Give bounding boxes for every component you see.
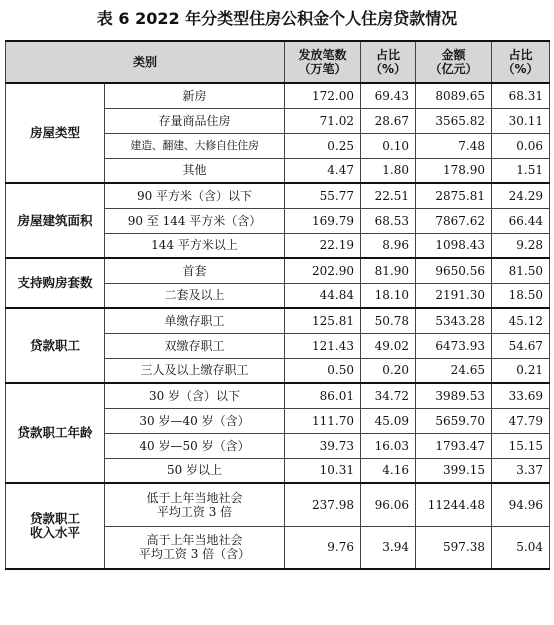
cell-amount-pct: 47.79 (492, 408, 550, 433)
table-title: 表 6 2022 年分类型住房公积金个人住房贷款情况 (96, 9, 458, 28)
cell-count-pct: 28.67 (361, 108, 416, 133)
cell-amount-pct: 30.11 (492, 108, 550, 133)
row-label: 40 岁—50 岁（含） (105, 433, 285, 458)
row-label: 新房 (105, 83, 285, 108)
cell-amount: 5659.70 (416, 408, 492, 433)
cell-amount: 7867.62 (416, 208, 492, 233)
cell-amount-pct: 94.96 (492, 483, 550, 526)
cell-count-pct: 18.10 (361, 283, 416, 308)
group-label: 房屋建筑面积 (6, 183, 105, 258)
cell-amount-pct: 45.12 (492, 308, 550, 333)
cell-amount: 24.65 (416, 358, 492, 383)
cell-amount: 9650.56 (416, 258, 492, 283)
table-row (6, 483, 550, 526)
row-label: 其他 (105, 158, 285, 183)
cell-count: 237.98 (285, 483, 361, 526)
cell-count: 0.50 (285, 358, 361, 383)
cell-amount: 6473.93 (416, 333, 492, 358)
cell-count: 55.77 (285, 183, 361, 208)
cell-amount-pct: 54.67 (492, 333, 550, 358)
cell-amount: 1793.47 (416, 433, 492, 458)
group-label: 贷款职工 收入水平 (6, 483, 105, 569)
cell-amount-pct: 3.37 (492, 458, 550, 483)
cell-amount-pct: 66.44 (492, 208, 550, 233)
cell-amount: 2875.81 (416, 183, 492, 208)
header-count-pct: 占比 （%） (361, 41, 416, 83)
row-label: 低于上年当地社会 平均工资 3 倍 (105, 483, 285, 526)
cell-amount: 1098.43 (416, 233, 492, 258)
row-label: 首套 (105, 258, 285, 283)
cell-amount: 597.38 (416, 526, 492, 569)
cell-count: 22.19 (285, 233, 361, 258)
cell-count-pct: 1.80 (361, 158, 416, 183)
table-row (6, 308, 550, 333)
cell-amount-pct: 18.50 (492, 283, 550, 308)
cell-amount-pct: 1.51 (492, 158, 550, 183)
row-label: 50 岁以上 (105, 458, 285, 483)
row-label: 双缴存职工 (105, 333, 285, 358)
cell-count: 39.73 (285, 433, 361, 458)
cell-count: 86.01 (285, 383, 361, 408)
cell-count: 169.79 (285, 208, 361, 233)
cell-count-pct: 22.51 (361, 183, 416, 208)
cell-count: 0.25 (285, 133, 361, 158)
row-label: 144 平方米以上 (105, 233, 285, 258)
cell-count: 202.90 (285, 258, 361, 283)
cell-amount: 2191.30 (416, 283, 492, 308)
cell-count: 125.81 (285, 308, 361, 333)
cell-amount: 178.90 (416, 158, 492, 183)
row-label: 30 岁（含）以下 (105, 383, 285, 408)
cell-amount-pct: 33.69 (492, 383, 550, 408)
cell-amount-pct: 24.29 (492, 183, 550, 208)
table-row (6, 258, 550, 283)
group-label: 支持购房套数 (6, 258, 105, 308)
cell-count: 4.47 (285, 158, 361, 183)
row-label: 90 平方米（含）以下 (105, 183, 285, 208)
cell-count-pct: 50.78 (361, 308, 416, 333)
group-label: 贷款职工 (6, 308, 105, 383)
cell-count: 111.70 (285, 408, 361, 433)
table-body (6, 83, 550, 569)
cell-amount: 5343.28 (416, 308, 492, 333)
cell-amount-pct: 5.04 (492, 526, 550, 569)
cell-count-pct: 81.90 (361, 258, 416, 283)
cell-amount: 7.48 (416, 133, 492, 158)
cell-amount-pct: 0.21 (492, 358, 550, 383)
cell-count: 10.31 (285, 458, 361, 483)
cell-count-pct: 3.94 (361, 526, 416, 569)
cell-amount-pct: 68.31 (492, 83, 550, 108)
group-label: 房屋类型 (6, 83, 105, 183)
cell-amount-pct: 15.15 (492, 433, 550, 458)
cell-count: 121.43 (285, 333, 361, 358)
cell-count-pct: 34.72 (361, 383, 416, 408)
row-label: 建造、翻建、大修自住住房 (105, 133, 285, 158)
cell-amount: 399.15 (416, 458, 492, 483)
cell-amount: 3989.53 (416, 383, 492, 408)
cell-count-pct: 16.03 (361, 433, 416, 458)
cell-count: 44.84 (285, 283, 361, 308)
row-label: 单缴存职工 (105, 308, 285, 333)
row-label: 90 至 144 平方米（含） (105, 208, 285, 233)
cell-count-pct: 69.43 (361, 83, 416, 108)
cell-count-pct: 0.20 (361, 358, 416, 383)
cell-count-pct: 49.02 (361, 333, 416, 358)
group-label: 贷款职工年龄 (6, 383, 105, 483)
cell-count-pct: 68.53 (361, 208, 416, 233)
header-category: 类别 (6, 41, 285, 83)
header-amount: 金额 （亿元） (416, 41, 492, 83)
cell-count-pct: 8.96 (361, 233, 416, 258)
cell-count-pct: 0.10 (361, 133, 416, 158)
row-label: 二套及以上 (105, 283, 285, 308)
row-label: 三人及以上缴存职工 (105, 358, 285, 383)
table-row (6, 83, 550, 108)
row-label: 高于上年当地社会 平均工资 3 倍（含） (105, 526, 285, 569)
cell-count: 172.00 (285, 83, 361, 108)
cell-count-pct: 4.16 (361, 458, 416, 483)
table-row (6, 383, 550, 408)
cell-amount-pct: 81.50 (492, 258, 550, 283)
cell-count: 71.02 (285, 108, 361, 133)
header-amount-pct: 占比 （%） (492, 41, 550, 83)
cell-amount: 8089.65 (416, 83, 492, 108)
cell-amount: 11244.48 (416, 483, 492, 526)
cell-count-pct: 45.09 (361, 408, 416, 433)
cell-count: 9.76 (285, 526, 361, 569)
header-count: 发放笔数 （万笔） (285, 41, 361, 83)
cell-amount-pct: 9.28 (492, 233, 550, 258)
loan-table (5, 40, 550, 570)
table-row (6, 183, 550, 208)
row-label: 30 岁—40 岁（含） (105, 408, 285, 433)
header-row (6, 41, 550, 83)
cell-amount: 3565.82 (416, 108, 492, 133)
cell-amount-pct: 0.06 (492, 133, 550, 158)
row-label: 存量商品住房 (105, 108, 285, 133)
cell-count-pct: 96.06 (361, 483, 416, 526)
